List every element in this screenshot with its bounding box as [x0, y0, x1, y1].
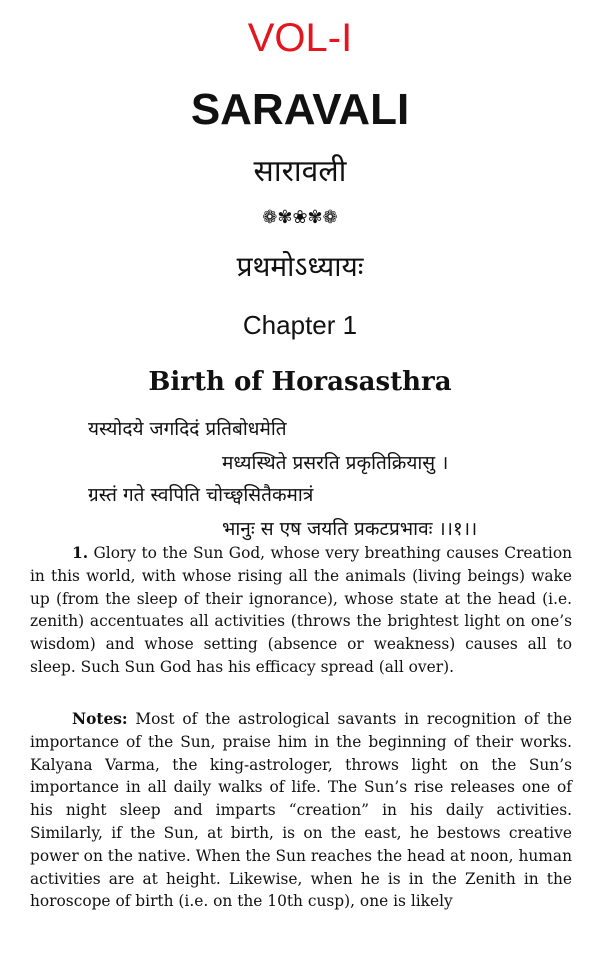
verse-line-3: ग्रस्तं गते स्वपिति चोच्छ्वसितैकमात्रं: [88, 484, 314, 506]
translation-text: Glory to the Sun God, whose very breathing causes Creation in this world, with whose rising all the animals (living beings) wake up (from the sleep of their ignorance), whose state at the head (i.e. zenith) accentuates all activities (throws the brightest light on one’s wisdom) and whose setting (absence or weakness) causes all to sleep. Such Sun God has his efficacy spread (all over).: [30, 544, 572, 676]
translation-paragraph: [30, 542, 572, 679]
book-title: SARAVALI: [190, 85, 410, 134]
verse-line-4: भानुः स एष जयति प्रकटप्रभावः ।।१।।: [222, 518, 478, 540]
notes-text: Most of the astrological savants in recognition of the importance of the Sun, praise him in the beginning of their works. Kalyana Varma, the king-astrologer, throws light on the Sun’s importance in all daily walks of life. The Sun’s rise releases one of his night sleep and imparts “creation” in his daily activities. Similarly, if the Sun, at birth, is on the east, he bestows creative power on the native. When the Sun reaches the head at noon, human activities are at height. Likewise, when he is in the Zenith in the horoscope of birth (i.e. on the 10th cusp), one is likely: [30, 710, 572, 911]
verse-number: 1.: [72, 544, 89, 562]
chapter-title: Birth of Horasasthra: [148, 367, 452, 397]
book-title-devanagari: सारावली: [253, 154, 347, 189]
chapter-heading-devanagari: प्रथमोऽध्यायः: [236, 250, 364, 283]
notes-label: Notes:: [72, 710, 128, 728]
verse-line-1: यस्योदये जगदिदं प्रतिबोधमेति: [88, 418, 287, 440]
volume-label: VOL-I: [247, 16, 353, 60]
notes-paragraph: [30, 708, 572, 913]
ornament-divider: ❁✾❀✾❁: [262, 207, 338, 228]
chapter-heading: Chapter 1: [242, 310, 358, 340]
verse-line-2: मध्यस्थिते प्रसरति प्रकृतिक्रियासु ।: [222, 452, 449, 474]
